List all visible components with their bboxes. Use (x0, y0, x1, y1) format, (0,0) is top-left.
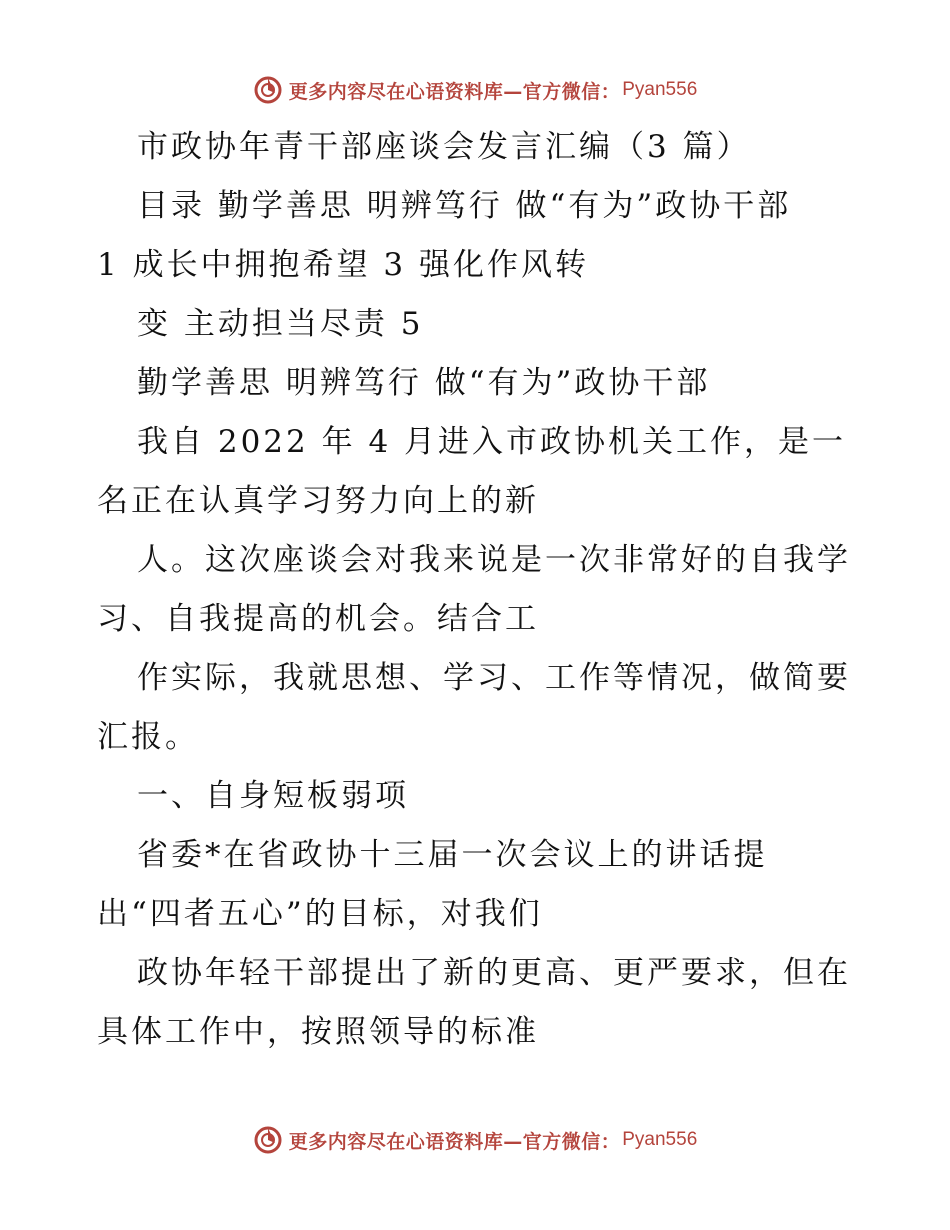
text-line: 一、自身短板弱项 (137, 778, 409, 814)
text-line: 1 成长中拥抱希望 3 强化作风转 (97, 247, 590, 283)
watermark-wechat-id: Pyan556 (622, 79, 698, 100)
text-line: 作实际，我就思想、学习、工作等情况，做简要 (137, 660, 851, 696)
watermark-header (0, 70, 950, 110)
text-line: 具体工作中，按照领导的标准 (97, 1014, 539, 1050)
text-line: 汇报。 (97, 719, 199, 755)
watermark-footer (0, 1120, 950, 1160)
watermark-text: 更多内容尽在心语资料库—官方微信： (288, 80, 621, 103)
text-line: 目录 勤学善思 明辨笃行 做“有为”政协干部 (137, 188, 792, 224)
watermark-wechat-id: Pyan556 (622, 1129, 698, 1150)
watermark-text: 更多内容尽在心语资料库—官方微信： (288, 1130, 621, 1153)
text-line: 习、自我提高的机会。结合工 (97, 601, 539, 637)
text-line: 政协年轻干部提出了新的更高、更严要求，但在 (137, 955, 851, 991)
logo-icon (253, 75, 283, 105)
logo-icon (253, 1125, 283, 1155)
document-body (97, 118, 857, 1062)
text-line: 我自 2022 年 4 月进入市政协机关工作，是一 (137, 424, 847, 460)
text-line: 变 主动担当尽责 5 (137, 306, 424, 342)
text-line: 人。这次座谈会对我来说是一次非常好的自我学 (137, 542, 851, 578)
text-line: 勤学善思 明辨笃行 做“有为”政协干部 (137, 365, 711, 401)
text-line: 名正在认真学习努力向上的新 (97, 483, 539, 519)
text-line: 省委*在省政协十三届一次会议上的讲话提 (137, 837, 768, 873)
text-line: 出“四者五心”的目标，对我们 (97, 896, 543, 932)
text-line: 市政协年青干部座谈会发言汇编（3 篇） (137, 129, 751, 165)
